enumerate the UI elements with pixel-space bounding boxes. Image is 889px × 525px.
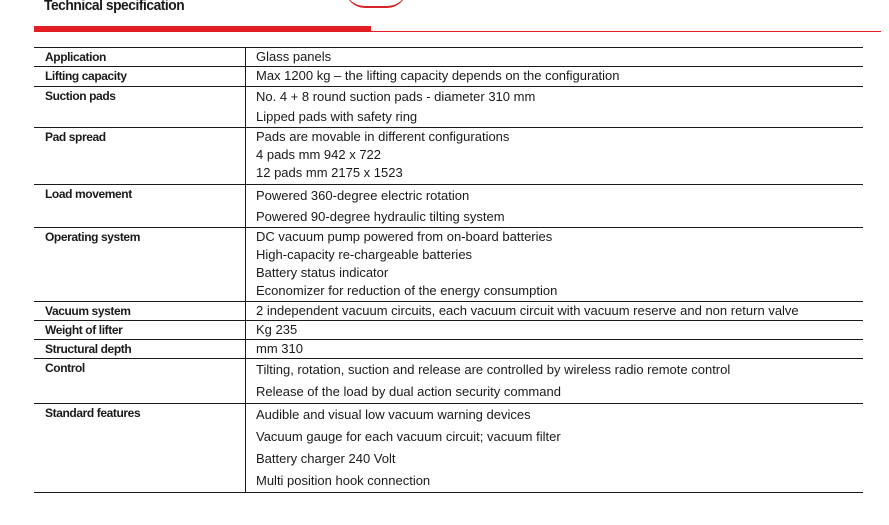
table-row	[34, 404, 863, 493]
value-line: Kg 235	[256, 322, 298, 337]
value-line: Glass panels	[256, 49, 332, 64]
row-value	[246, 228, 864, 302]
row-label: Structural depth	[34, 340, 246, 359]
table-row	[34, 321, 863, 340]
title-underline-thick	[34, 26, 371, 32]
page-title: Technical specification	[44, 0, 185, 14]
row-label: Operating system	[34, 228, 246, 302]
table-row	[34, 128, 863, 185]
title-underline-thin	[371, 31, 881, 32]
row-value	[246, 340, 864, 359]
table-row	[34, 87, 863, 128]
row-label: Vacuum system	[34, 302, 246, 321]
row-label: Suction pads	[34, 87, 246, 128]
value-line: No. 4 + 8 round suction pads - diameter 310 mm	[256, 89, 536, 104]
value-line: 12 pads mm 2175 x 1523	[256, 165, 403, 180]
value-line: mm 310	[256, 341, 303, 356]
value-line: Pads are movable in different configurations	[256, 129, 510, 144]
table-row	[34, 228, 863, 302]
row-label: Control	[34, 359, 246, 404]
row-value	[246, 185, 864, 228]
spec-table	[34, 47, 863, 493]
row-value	[246, 321, 864, 340]
table-row	[34, 340, 863, 359]
value-line: 4 pads mm 942 x 722	[256, 147, 382, 162]
value-line: Lipped pads with safety ring	[256, 109, 418, 124]
row-label: Pad spread	[34, 128, 246, 185]
value-line: Tilting, rotation, suction and release are controlled by wireless radio remote control	[256, 362, 731, 377]
row-label: Standard features	[34, 404, 246, 493]
row-value	[246, 87, 864, 128]
table-row	[34, 302, 863, 321]
table-row	[34, 67, 863, 87]
value-line: DC vacuum pump powered from on-board batteries	[256, 229, 553, 244]
value-line: Battery charger 240 Volt	[256, 451, 396, 466]
value-line: Battery status indicator	[256, 265, 389, 280]
row-value	[246, 404, 864, 493]
value-line: Multi position hook connection	[256, 473, 431, 488]
row-label: Load movement	[34, 185, 246, 228]
row-label: Application	[34, 48, 246, 67]
table-row	[34, 185, 863, 228]
row-value	[246, 359, 864, 404]
value-line: Audible and visual low vacuum warning devices	[256, 407, 531, 422]
row-label: Lifting capacity	[34, 67, 246, 87]
value-line: Vacuum gauge for each vacuum circuit; vacuum filter	[256, 429, 561, 444]
value-line: 2 independent vacuum circuits, each vacuum circuit with vacuum reserve and non return valve	[256, 303, 799, 318]
value-line: Max 1200 kg – the lifting capacity depends on the configuration	[256, 68, 620, 83]
value-line: Powered 90-degree hydraulic tilting system	[256, 209, 505, 224]
row-value	[246, 302, 864, 321]
row-value	[246, 67, 864, 87]
row-value	[246, 48, 864, 67]
brand-logo-arc	[345, 0, 407, 8]
value-line: Release of the load by dual action security command	[256, 384, 561, 399]
table-row	[34, 48, 863, 67]
value-line: Powered 360-degree electric rotation	[256, 188, 470, 203]
row-label: Weight of lifter	[34, 321, 246, 340]
value-line: High-capacity re-chargeable batteries	[256, 247, 473, 262]
table-row	[34, 359, 863, 404]
row-value	[246, 128, 864, 185]
value-line: Economizer for reduction of the energy consumption	[256, 283, 558, 298]
